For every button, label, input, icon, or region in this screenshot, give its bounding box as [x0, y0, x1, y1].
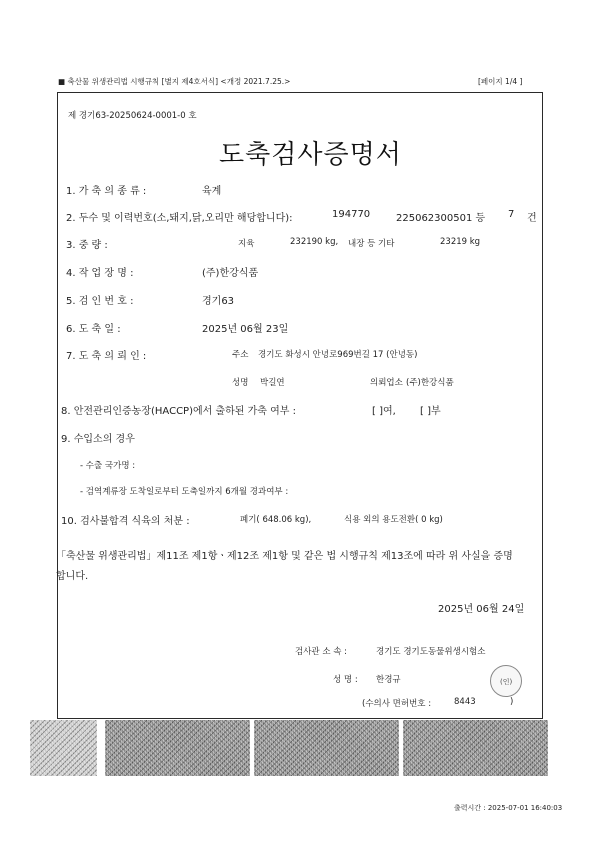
- field-species-value: 육계: [202, 186, 222, 197]
- field-trace-number: 225062300501 등: [396, 213, 486, 224]
- security-pattern-2: [254, 720, 399, 776]
- field-disposal-weight: 폐기( 648.06 kg),: [240, 515, 312, 525]
- field-haccp-label: 8. 안전관리인증농장(HACCP)에서 출하된 가축 여부 :: [61, 406, 297, 417]
- document-number: 제 경기63-20250624-0001-0 호: [68, 111, 197, 121]
- statement-line-2: 합니다.: [56, 571, 89, 582]
- field-requester-label: 7. 도 축 의 뢰 인 :: [66, 351, 147, 362]
- field-workplace-label: 4. 작 업 장 명 :: [66, 268, 134, 279]
- field-weight-label: 3. 중 량 :: [66, 240, 108, 251]
- field-headcount-value: 194770: [332, 209, 371, 220]
- inspector-affiliation-label: 검사관 소 속 :: [295, 647, 348, 657]
- security-pattern-3: [403, 720, 548, 776]
- field-workplace-value: (주)한강식품: [202, 268, 259, 279]
- print-timestamp: 출력시간 : 2025-07-01 16:40:03: [454, 804, 563, 812]
- field-offal-value: 23219 kg: [440, 237, 481, 247]
- page-indicator: [페이지 1/4 ]: [478, 77, 523, 86]
- field-headcount-label: 2. 두수 및 이력번호(소,돼지,닭,오리만 해당합니다):: [66, 213, 293, 224]
- field-haccp-yes: [ ]여,: [372, 406, 396, 417]
- field-quarantine-period: - 검역계류장 도착일로부터 도축일까지 6개월 경과여부 :: [80, 487, 289, 497]
- inspector-license-label: (수의사 면허번호 :: [362, 699, 432, 709]
- field-requester-address-value: 경기도 화성시 안녕로969번길 17 (안녕동): [258, 350, 418, 360]
- field-requester-name-value: 박길연: [260, 378, 285, 388]
- field-other-use-weight: 식용 외의 용도전환( 0 kg): [344, 515, 443, 525]
- field-carcass-label: 지육: [238, 239, 255, 249]
- field-record-unit: 건: [527, 213, 537, 224]
- field-offal-label: 내장 등 기타: [348, 239, 395, 249]
- seal-mark: (인): [500, 678, 513, 686]
- field-requester-business-label: 의뢰업소: [370, 378, 403, 388]
- form-reference: ■ 축산물 위생관리법 시행규칙 [별지 제4호서식] <개정 2021.7.25.>: [58, 77, 291, 86]
- field-requester-name-label: 성명: [232, 378, 249, 388]
- field-requester-address-label: 주소: [232, 350, 249, 360]
- inspector-name-value: 한경규: [376, 675, 401, 685]
- field-seal-number-label: 5. 검 인 번 호 :: [66, 296, 134, 307]
- inspector-affiliation-value: 경기도 경기도동물위생시험소: [376, 647, 486, 657]
- inspector-name-label: 성 명 :: [333, 675, 358, 685]
- field-record-count: 7: [508, 209, 515, 220]
- security-pattern-left: [30, 720, 97, 776]
- security-pattern-1: [105, 720, 250, 776]
- statement-line-1: 「축산물 위생관리법」제11조 제1항ㆍ제12조 제1항 및 같은 법 시행규칙 제13조에 따라 위 사실을 증명: [56, 551, 513, 562]
- issue-date: 2025년 06월 24일: [438, 604, 525, 615]
- field-import-label: 9. 수입소의 경우: [61, 434, 135, 445]
- field-export-country: - 수출 국가명 :: [80, 461, 136, 471]
- field-species-label: 1. 가 축 의 종 류 :: [66, 186, 147, 197]
- field-slaughter-date-label: 6. 도 축 일 :: [66, 324, 121, 335]
- field-carcass-value: 232190 kg,: [290, 237, 339, 247]
- field-seal-number-value: 경기63: [202, 296, 235, 307]
- inspector-license-value: 8443: [454, 697, 476, 707]
- document-title: 도축검사증명서: [219, 140, 402, 170]
- inspector-license-close: ): [510, 697, 514, 707]
- field-requester-business-value: (주)한강식품: [406, 378, 454, 388]
- field-haccp-no: [ ]부: [420, 406, 441, 417]
- field-rejected-meat-label: 10. 검사불합격 식육의 처분 :: [61, 516, 190, 527]
- field-slaughter-date-value: 2025년 06월 23일: [202, 324, 289, 335]
